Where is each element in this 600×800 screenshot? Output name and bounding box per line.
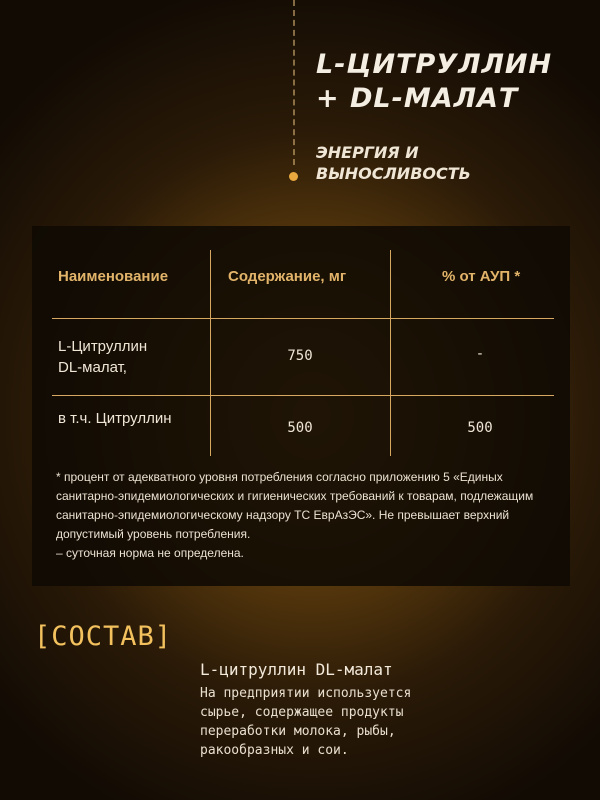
table-row-1-name: [58, 336, 147, 378]
table-row-2-name: [58, 408, 172, 429]
decorative-dot-icon: [289, 172, 298, 181]
table-row-1-percent: -: [475, 346, 485, 362]
product-title-line-1: L-ЦИТРУЛЛИН: [316, 49, 553, 80]
footnote-line: * процент от адекватного уровня потребления согласно приложению 5 «Единых: [56, 470, 503, 484]
table-footnote: [56, 468, 556, 563]
nutrition-table-panel: [32, 226, 570, 586]
product-subtitle-line-2: ВЫНОСЛИВОСТЬ: [316, 164, 471, 183]
table-row-1-name-line-2: DL-малат,: [58, 359, 127, 376]
footnote-line: допустимый уровень потребления.: [56, 527, 251, 541]
column-header-percent: % от АУП *: [442, 268, 521, 285]
composition-line: ракообразных и сои.: [200, 743, 349, 758]
product-subtitle: [316, 142, 471, 184]
footnote-line: санитарно-эпидемиологических и гигиенических требований к товарам, подлежащим: [56, 489, 534, 503]
footnote-line: санитарно-эпидемиологическому надзору ТС ЕврАзЭС». Не превышает верхний: [56, 508, 510, 522]
column-divider: [210, 250, 211, 456]
product-title-line-2: + DL-МАЛАТ: [316, 83, 519, 114]
composition-line: переработки молока, рыбы,: [200, 724, 396, 739]
composition-heading: [СОСТАВ]: [34, 621, 173, 652]
composition-line: сырье, содержащее продукты: [200, 705, 404, 720]
table-row-1-name-line-1: L-Цитруллин: [58, 338, 148, 355]
composition-description: [200, 684, 490, 760]
table-row-2-name-line-1: в т.ч. Цитруллин: [58, 410, 172, 427]
table-row-1-content: 750: [287, 348, 313, 364]
table-row-2-content: 500: [287, 420, 313, 436]
column-divider: [390, 250, 391, 456]
row-divider: [52, 318, 554, 319]
table-row-2-percent: 500: [467, 420, 493, 436]
composition-line: На предприятии используется: [200, 686, 412, 701]
decorative-dashed-line: [293, 0, 295, 165]
column-header-name: Наименование: [58, 268, 169, 285]
composition-title: L-цитруллин DL-малат: [200, 660, 393, 679]
footnote-line: – суточная норма не определена.: [56, 546, 244, 560]
row-divider: [52, 395, 554, 396]
product-subtitle-line-1: ЭНЕРГИЯ И: [316, 143, 419, 162]
product-title: [316, 48, 552, 116]
column-header-content: Содержание, мг: [228, 268, 347, 285]
